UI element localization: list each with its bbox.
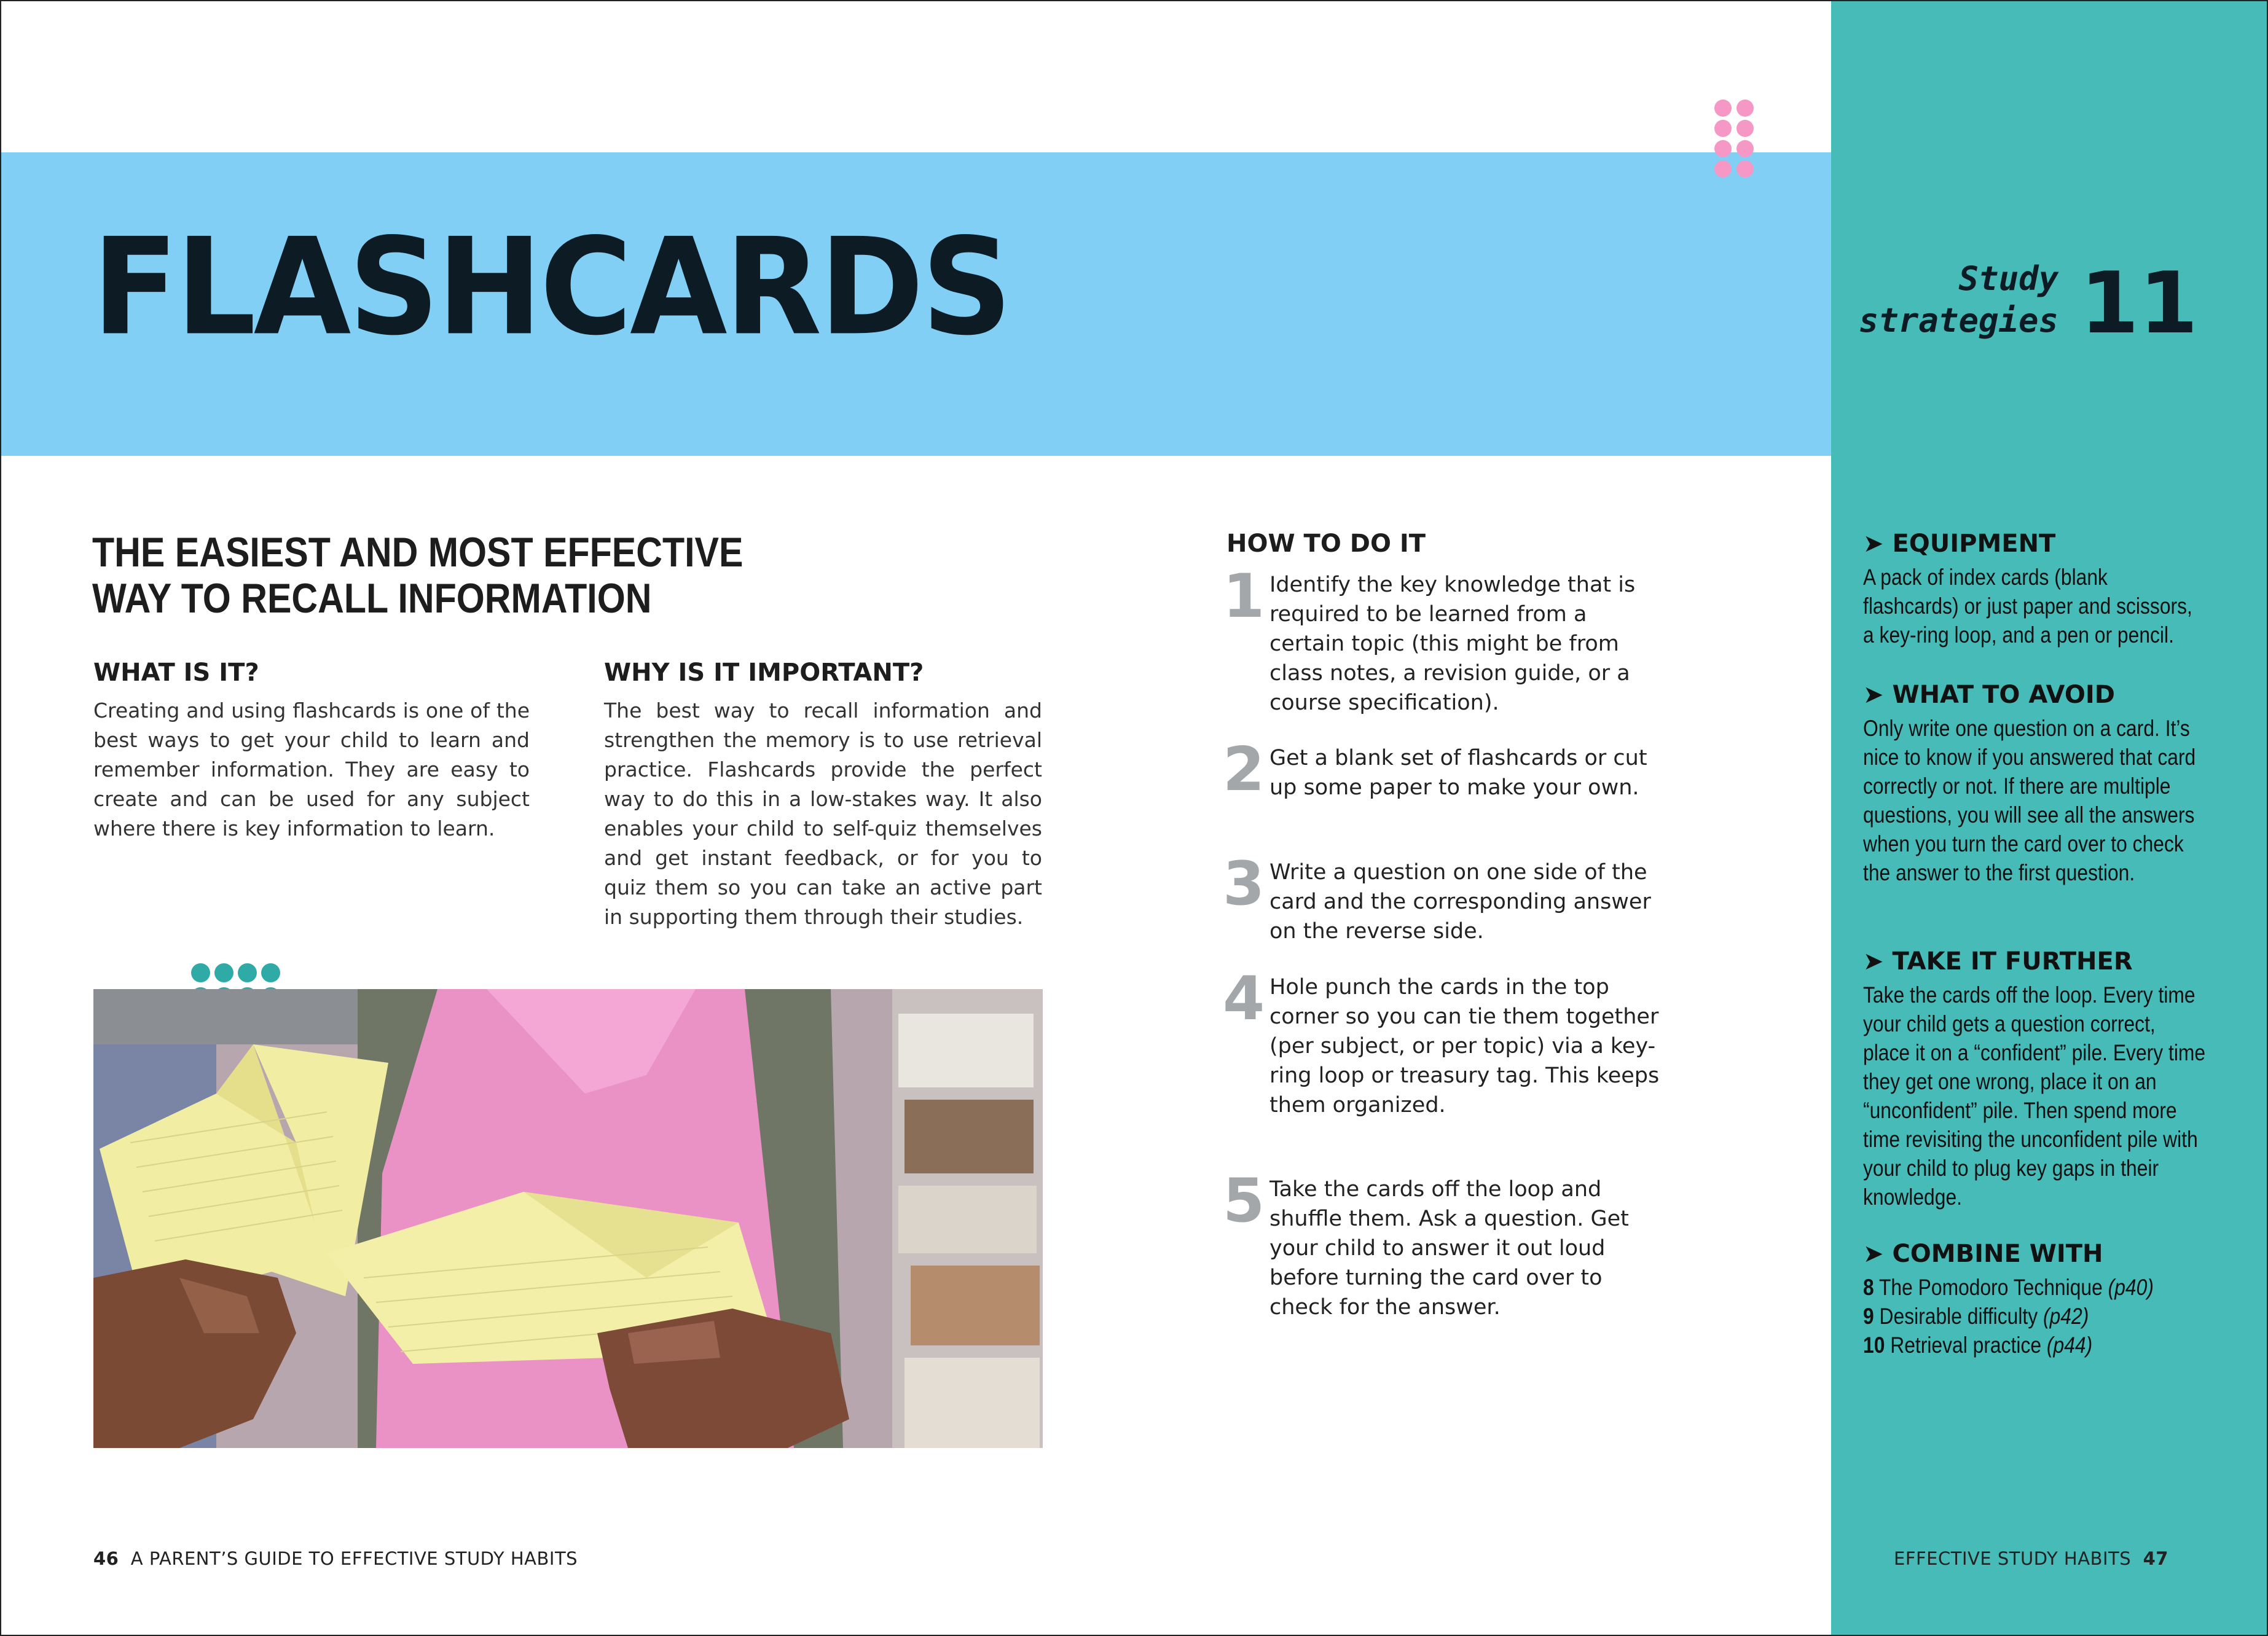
combine-item: 10 Retrieval practice (p44) (1863, 1333, 2093, 1358)
what-is-it-heading: WHAT IS IT? (93, 659, 259, 687)
strategy-label-line1: Study (1958, 259, 2058, 298)
avoid-heading: ➤ WHAT TO AVOID (1863, 681, 2115, 709)
headline-line1: THE EASIEST AND MOST EFFECTIVE (92, 529, 744, 576)
what-is-it-text: Creating and using flashcards is one of the best ways to get your child to learn and remember information. They are easy to create and can be used for any subject where there is key information to learn. (93, 699, 530, 840)
step-number: 4 (1223, 964, 1265, 1034)
equipment-section (1863, 530, 2207, 649)
step-text: Get a blank set of flashcards or cut up some paper to make your own. (1269, 746, 1647, 800)
avoid-text: Only write one question on a card. It’s nice to know if you answered that card correctly or not. If there are multiple questions, you will see all the answers when you turn the card over to check the answer to the first question. (1863, 716, 2196, 885)
avoid-section (1863, 681, 2207, 887)
step-text: Take the cards off the loop and shuffle them. Ask a question. Get your child to answer it out loud before turning the card over to check for the answer. (1269, 1177, 1629, 1320)
section-headline (92, 530, 743, 622)
footer-left (93, 1548, 578, 1569)
step-number: 3 (1223, 849, 1265, 919)
flashcards-photo (93, 989, 1043, 1448)
step-number: 5 (1223, 1166, 1265, 1236)
why-important-text: The best way to recall information and strengthen the memory is to use retrieval practice. Flashcards provide the perfect way to do this in a low-stakes way. It also enables your child to self-quiz themselves and get instant feedback, or for you to quiz them so you can take an active part in supporting them through their studies. (604, 699, 1042, 929)
step-text: Hole punch the cards in the top corner so you can tie them together (per subject, or per topic) via a key-ring loop or treasury tag. This keeps them organized. (1269, 975, 1660, 1117)
headline-line2: WAY TO RECALL INFORMATION (92, 575, 652, 622)
combine-heading: ➤ COMBINE WITH (1863, 1240, 2103, 1268)
why-important-heading: WHY IS IT IMPORTANT? (604, 659, 924, 687)
footer-right (1894, 1548, 2168, 1569)
page-title: FLASHCARDS (92, 209, 1010, 366)
combine-section (1863, 1240, 2207, 1360)
combine-list (1863, 1273, 2207, 1360)
left-running-title: A PARENT’S GUIDE TO EFFECTIVE STUDY HABITS (130, 1548, 578, 1569)
strategy-number: 11 (2080, 254, 2199, 353)
strategy-label (1850, 258, 2058, 342)
step-text: Identify the key knowledge that is required to be learned from a certain topic (this might be from class notes, a revision guide, or a course specification). (1269, 573, 1636, 715)
how-to-heading: HOW TO DO IT (1226, 530, 1426, 558)
equipment-text: A pack of index cards (blank flashcards) or just paper and scissors, a key-ring loop, and a pen or pencil. (1863, 565, 2192, 648)
equipment-heading: ➤ EQUIPMENT (1863, 530, 2056, 558)
combine-item: 8 The Pomodoro Technique (p40) (1863, 1275, 2154, 1300)
step-number: 1 (1223, 562, 1265, 632)
right-page-number: 47 (2143, 1548, 2168, 1569)
further-heading: ➤ TAKE IT FURTHER (1863, 947, 2133, 976)
step-text: Write a question on one side of the card and the corresponding answer on the reverse side. (1269, 860, 1651, 944)
left-page-number: 46 (93, 1548, 119, 1569)
right-running-title: EFFECTIVE STUDY HABITS (1894, 1548, 2132, 1569)
strategy-label-line2: strategies (1858, 301, 2058, 340)
further-section (1863, 947, 2207, 1211)
step-number: 2 (1223, 735, 1265, 805)
combine-item: 9 Desirable difficulty (p42) (1863, 1304, 2089, 1329)
pink-dot-ornament (1714, 100, 1756, 178)
further-text: Take the cards off the loop. Every time your child gets a question correct, place it on a “confident” pile. Every time they get one wrong, place it on an “unconfident” pile. Then spend more time revisiting the unconfident pile with your child to plug key gaps in their knowledge. (1863, 982, 2206, 1210)
